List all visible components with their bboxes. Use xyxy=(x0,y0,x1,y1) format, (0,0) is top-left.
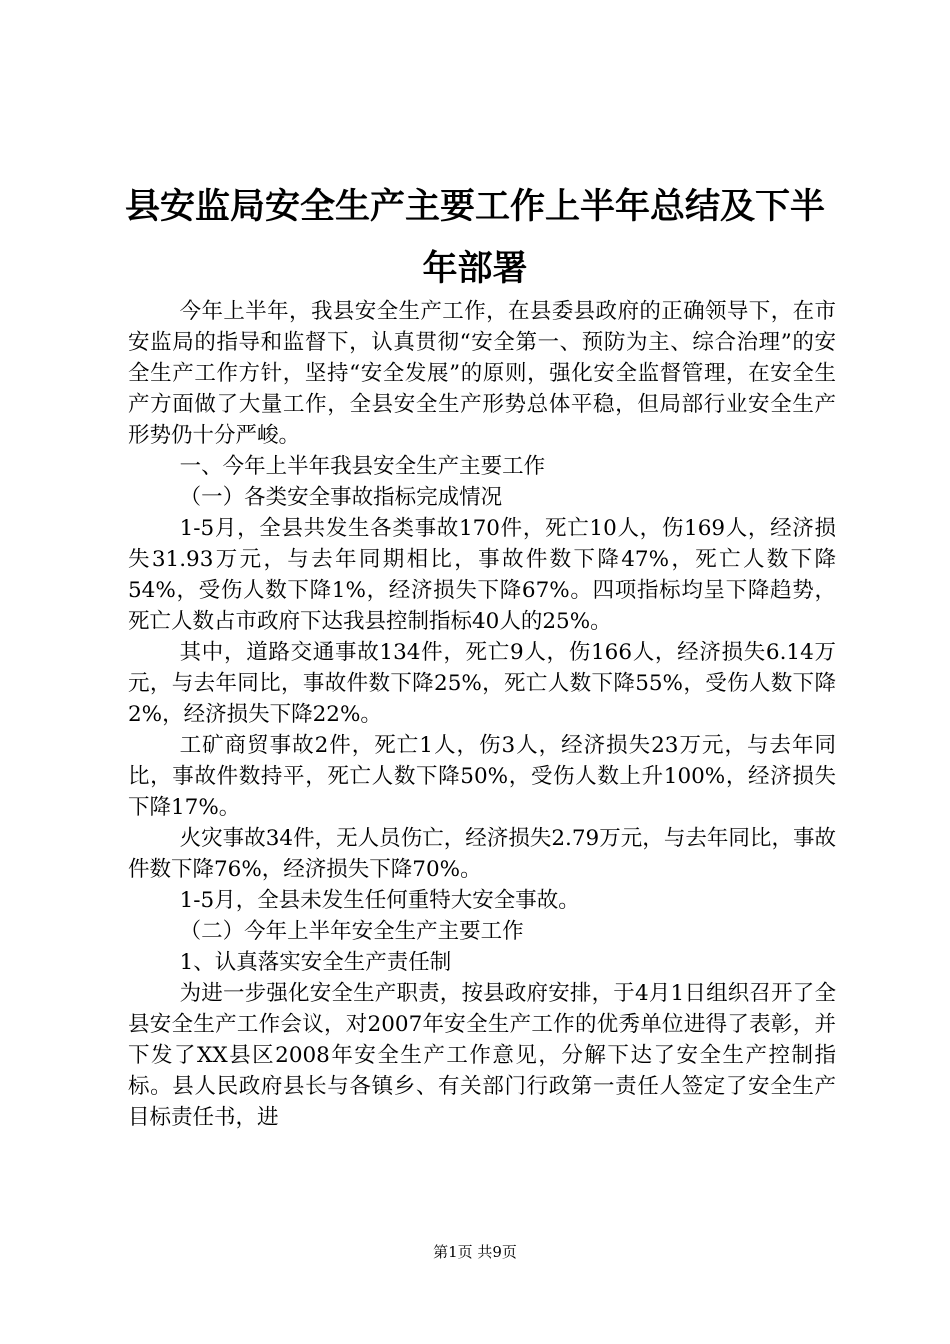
document-body xyxy=(128,296,836,1133)
paragraph-traffic-accidents: 其中，道路交通事故134件，死亡9人，伤166人，经济损失6.14万元，与去年同比，事故件数下降25%，死亡人数下降55%，受伤人数下降2%，经济损失下降22%。 xyxy=(128,640,836,727)
paragraph-intro: 今年上半年，我县安全生产工作，在县委县政府的正确领导下，在市安监局的指导和监督下，认真贯彻“安全第一、预防为主、综合治理”的安全生产工作方针，坚持“安全发展”的原则，强化安全监督管理，在安全生产方面做了大量工作，全县安全生产形势总体平稳，但局部行业安全生产形势仍十分严峻。 xyxy=(128,299,836,448)
paragraph-accident-summary: 1-5月，全县共发生各类事故170件，死亡10人，伤169人，经济损失31.93万元，与去年同期相比，事故件数下降47%，死亡人数下降54%，受伤人数下降1%，经济损失下降67%。四项指标均呈下降趋势，死亡人数占市政府下达我县控制指标40人的25%。 xyxy=(128,516,836,634)
subsection-heading-1: （一）各类安全事故指标完成情况 xyxy=(179,485,503,510)
paragraph-fire-accidents: 火灾事故34件，无人员伤亡，经济损失2.79万元，与去年同比，事故件数下降76%，经济损失下降70%。 xyxy=(128,826,836,882)
page-footer: 第1页 共9页 xyxy=(433,1243,517,1261)
item-heading-1: 1、认真落实安全生产责任制 xyxy=(179,950,452,975)
paragraph-industrial-accidents: 工矿商贸事故2件，死亡1人，伤3人，经济损失23万元，与去年同比，事故件数持平，死亡人数下降50%，受伤人数上升100%，经济损失下降17%。 xyxy=(128,733,836,820)
subsection-heading-2: （二）今年上半年安全生产主要工作 xyxy=(179,919,524,944)
section-heading-1: 一、今年上半年我县安全生产主要工作 xyxy=(179,454,546,479)
paragraph-responsibility: 为进一步强化安全生产职责，按县政府安排，于4月1日组织召开了全县安全生产工作会议，对2007年安全生产工作的优秀单位进得了表彰，并下发了XX县区2008年安全生产工作意见，分解下达了安全生产控制指标。县人民政府县长与各镇乡、有关部门行政第一责任人签定了安全生产目标责任书，进 xyxy=(128,981,836,1130)
paragraph-no-major-accidents: 1-5月，全县未发生任何重特大安全事故。 xyxy=(179,888,580,913)
document-title: 县安监局安全生产主要工作上半年总结及下半年部署 xyxy=(124,187,825,289)
